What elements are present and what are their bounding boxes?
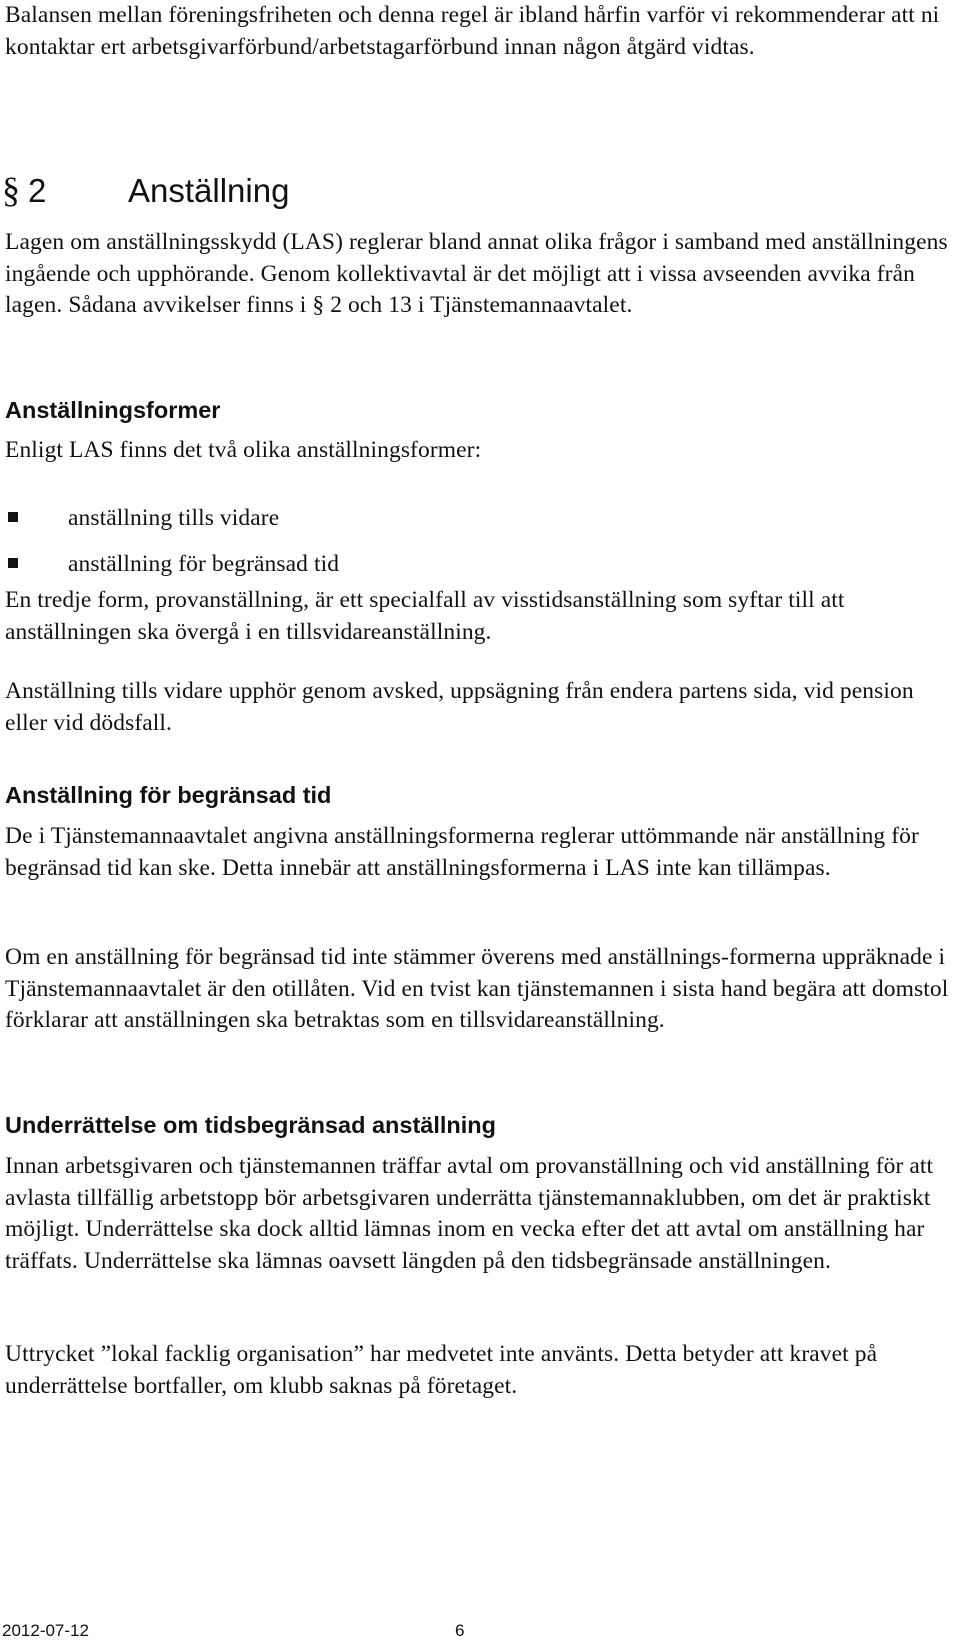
- intro-paragraph: Balansen mellan föreningsfriheten och denna regel är ibland hårfin varför vi rekommenderar att ni kontaktar ert arbetsgivarförbund/arbetstagarförbund innan någon åtgärd vidtas.: [5, 2, 940, 60]
- section-heading: [2, 168, 289, 213]
- square-bullet-icon: [8, 512, 18, 522]
- underrattelse-heading: Underrättelse om tidsbegränsad anställning: [5, 1112, 496, 1138]
- section-paragraph: Lagen om anställningsskydd (LAS) reglerar bland annat olika frågor i samband med anställningens ingående och upphörande. Genom kollektivavtal är det möjligt att i vissa avseenden avvika från lagen. Sådana avvikelser finns i § 2 och 13 i Tjänstemannaavtalet.: [5, 229, 948, 318]
- begransad-tid-paragraph-1: De i Tjänstemannaavtalet angivna anställningsformerna reglerar uttömmande när anställning för begränsad tid kan ske. Detta innebär att anställningsformerna i LAS inte kan tillämpas.: [5, 823, 919, 881]
- square-bullet-icon: [8, 558, 18, 568]
- provanstallning-paragraph: En tredje form, provanställning, är ett specialfall av visstidsanställning som syftar till att anställningen ska övergå i en tillsvidareanställning.: [5, 587, 845, 645]
- list-item-label: anställning tills vidare: [68, 505, 280, 532]
- underrattelse-paragraph-1: Innan arbetsgivaren och tjänstemannen träffar avtal om provanställning och vid anställning för att avlasta tillfällig arbetstopp bör arbetsgivaren underrätta tjänstemannaklubben, om det är praktiskt möjligt. Underrättelse ska dock alltid lämnas inom en vecka efter det att avtal om anställning har träffats. Underrättelse ska lämnas oavsett längden på den tidsbegränsade anställningen.: [5, 1153, 934, 1274]
- list-item: [5, 542, 339, 588]
- anstallningsformer-lead: Enligt LAS finns det två olika anställningsformer:: [5, 437, 482, 463]
- underrattelse-paragraph-2: Uttrycket ”lokal facklig organisation” har medvetet inte använts. Detta betyder att kravet på underrättelse bortfaller, om klubb saknas på företaget.: [5, 1341, 878, 1399]
- begransad-tid-heading: Anställning för begränsad tid: [5, 782, 332, 808]
- footer-page-number: 6: [455, 1621, 465, 1640]
- begransad-tid-paragraph-2: Om en anställning för begränsad tid inte stämmer överens med anställnings-formerna uppräknade i Tjänstemannaavtalet är den otillåten. Vid en tvist kan tjänstemannen i sista hand begära att domstol förklarar att anställningen ska betraktas som en tillsvidareanställning.: [5, 944, 949, 1033]
- tills-vidare-paragraph: Anställning tills vidare upphör genom avsked, uppsägning från endera partens sida, vid pension eller vid dödsfall.: [5, 678, 914, 736]
- footer-date: 2012-07-12: [2, 1621, 89, 1640]
- section-symbol: §: [2, 170, 20, 210]
- section-number: 2: [28, 172, 47, 209]
- anstallningsformer-heading: Anställningsformer: [5, 397, 221, 423]
- list-item: [5, 496, 339, 542]
- employment-forms-list: [5, 496, 339, 588]
- section-title: Anställning: [128, 172, 290, 209]
- list-item-label: anställning för begränsad tid: [68, 551, 340, 578]
